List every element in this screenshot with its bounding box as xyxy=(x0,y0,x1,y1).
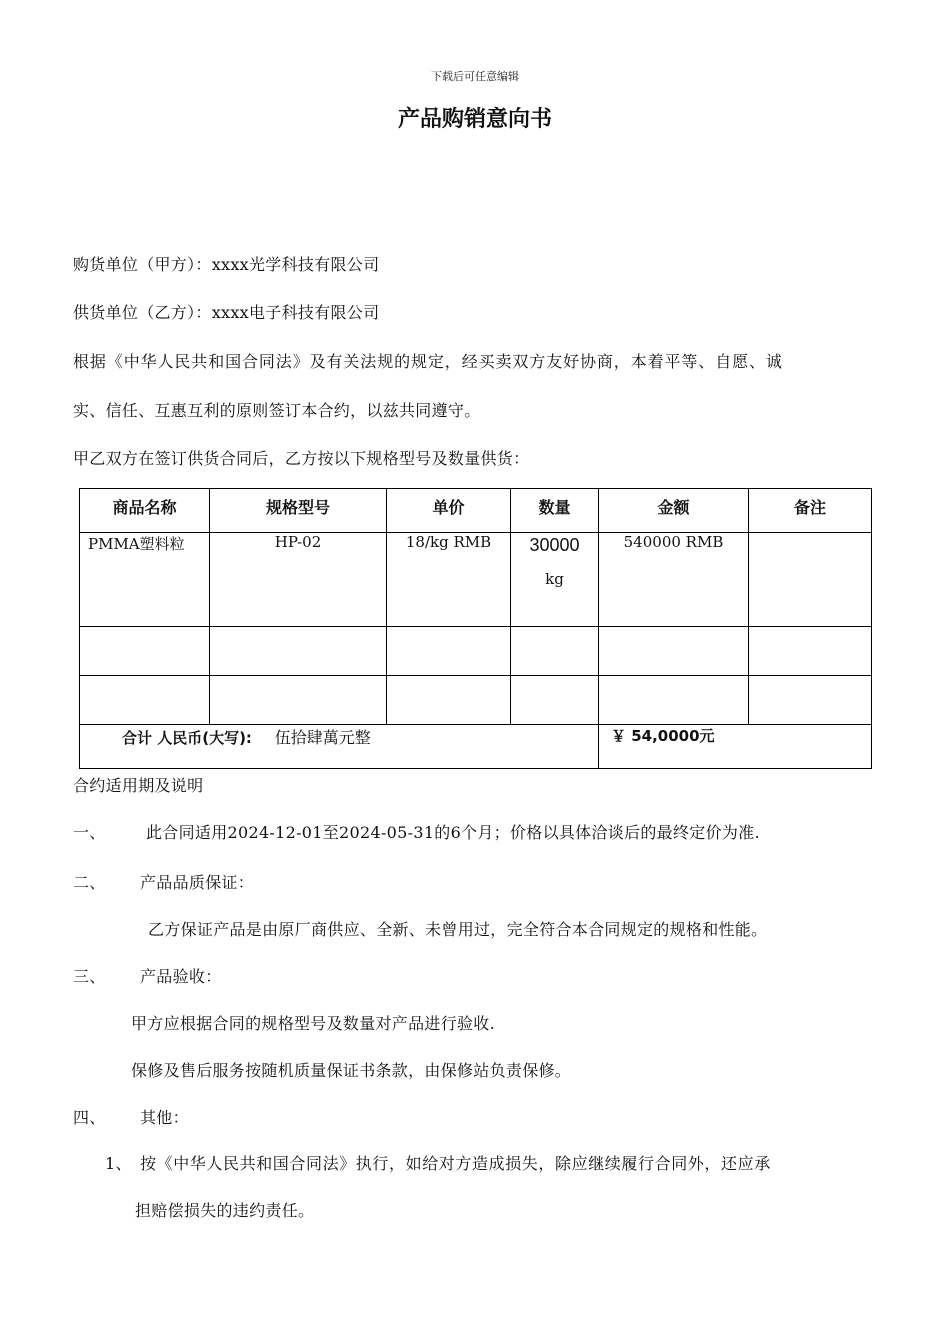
clause-1-number: 一、 xyxy=(73,823,106,842)
total-label: 合计 人民币(大写): xyxy=(122,729,252,747)
document-title: 产品购销意向书 xyxy=(397,107,552,132)
header-amount: 金额 xyxy=(599,489,749,533)
quantity-unit: kg xyxy=(545,570,564,588)
total-amount-cell xyxy=(599,725,872,769)
clause-3-number: 三、 xyxy=(73,967,106,986)
header-note: 下载后可任意编辑 xyxy=(431,70,519,83)
clause-3-body-2: 保修及售后服务按随机质量保证书条款，由保修站负责保修。 xyxy=(131,1061,572,1080)
clause-4-title: 其他： xyxy=(140,1108,189,1127)
clause-3-body-1: 甲方应根据合同的规格型号及数量对产品进行验收. xyxy=(131,1014,495,1033)
quantity-value: 30000 xyxy=(529,535,580,555)
header-note: 备注 xyxy=(749,489,872,533)
total-words-cell xyxy=(80,725,599,769)
clause-1-text: 此合同适用2024-12-01至2024-05-31的6个月；价格以具体洽谈后的最终定价为准. xyxy=(146,823,760,842)
table-total-row xyxy=(80,725,872,769)
cell-model: HP-02 xyxy=(210,533,387,627)
intro-line-1: 根据《中华人民共和国合同法》及有关法规的规定，经买卖双方友好协商，本着平等、自愿、诚 xyxy=(73,352,783,371)
table-header-row xyxy=(80,489,872,533)
header-quantity: 数量 xyxy=(511,489,599,533)
table-row-empty xyxy=(80,676,872,725)
intro-line-2: 实、信任、互惠互利的原则签订本合约，以兹共同遵守。 xyxy=(73,401,481,420)
header-unit-price: 单价 xyxy=(387,489,511,533)
header-product-name: 商品名称 xyxy=(80,489,210,533)
total-amount: ￥ 54,0000元 xyxy=(611,727,715,745)
cell-product-name: PMMA塑料粒 xyxy=(80,533,210,627)
cell-quantity xyxy=(511,533,599,627)
clause-4-number: 四、 xyxy=(73,1108,106,1127)
cell-amount: 540000 RMB xyxy=(599,533,749,627)
table-row xyxy=(80,533,872,627)
cell-unit-price: 18/kg RMB xyxy=(387,533,511,627)
terms-title: 合约适用期及说明 xyxy=(73,776,204,795)
supply-line: 甲乙双方在签订供货合同后，乙方按以下规格型号及数量供货： xyxy=(73,449,530,468)
clause-2-body: 乙方保证产品是由原厂商供应、全新、未曾用过，完全符合本合同规定的规格和性能。 xyxy=(148,920,768,939)
item-1-line-1: 按《中华人民共和国合同法》执行，如给对方造成损失，除应继续履行合同外，还应承 xyxy=(140,1154,771,1173)
clause-2-number: 二、 xyxy=(73,873,106,892)
item-1-number: 1、 xyxy=(105,1154,132,1173)
clause-3-title: 产品验收： xyxy=(140,967,222,986)
total-words: 伍拾肆萬元整 xyxy=(274,728,371,747)
clause-2-title: 产品品质保证： xyxy=(140,873,255,892)
buyer-line: 购货单位（甲方）：xxxx光学科技有限公司 xyxy=(73,255,380,274)
goods-table xyxy=(79,488,872,769)
cell-note xyxy=(749,533,872,627)
header-model: 规格型号 xyxy=(210,489,387,533)
seller-line: 供货单位（乙方）：xxxx电子科技有限公司 xyxy=(73,303,380,322)
item-1-line-2: 担赔偿损失的违约责任。 xyxy=(135,1201,315,1220)
table-row-empty xyxy=(80,627,872,676)
